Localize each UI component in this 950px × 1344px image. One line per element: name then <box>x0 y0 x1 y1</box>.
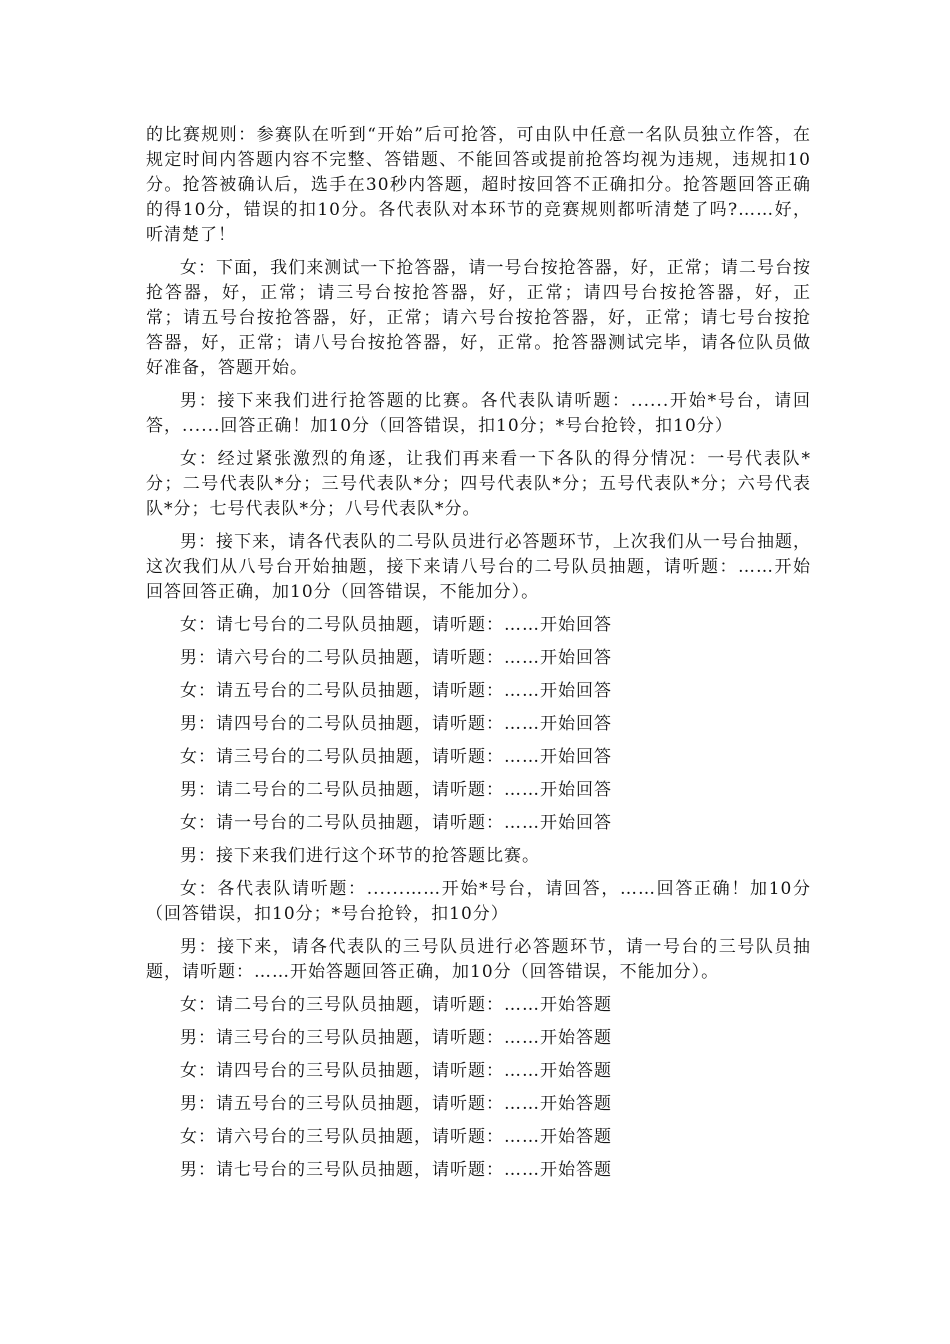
dialogue-line: 男：请七号台的三号队员抽题，请听题：……开始答题 <box>180 1160 612 1180</box>
paragraph-round-three-intro: 男：接下来，请各代表队的三号队员进行必答题环节，请一号台的三号队员抽题，请听题：……开始答题回答正确，加10分（回答错误，不能加分）。 <box>146 937 811 982</box>
dialogue-line: 女：请四号台的三号队员抽题，请听题：……开始答题 <box>180 1061 612 1081</box>
dialogue-line: 女：请一号台的二号队员抽题，请听题：……开始回答 <box>180 813 612 833</box>
paragraph-buzzer-test: 女：下面，我们来测试一下抢答器，请一号台按抢答器，好，正常；请二号台按抢答器，好，正常；请三号台按抢答器，好，正常；请四号台按抢答器，好，正常；请五号台按抢答器，好，正常；请六号台按抢答器，好，正常；请七号台按抢答器，好，正常；请八号台按抢答器，好，正常。抢答器测试完毕，请各位队员做好准备，答题开始。 <box>146 258 811 378</box>
dialogue-line: 男：请四号台的二号队员抽题，请听题：……开始回答 <box>180 714 612 734</box>
paragraph-quick-answer: 男：接下来我们进行抢答题的比赛。各代表队请听题：......开始*号台，请回答，......回答正确！加10分（回答错误，扣10分；*号台抢铃，扣10分） <box>146 391 811 436</box>
paragraph-rules: 的比赛规则：参赛队在听到“开始”后可抢答，可由队中任意一名队员独立作答，在规定时间内答题内容不完整、答错题、不能回答或提前抢答均视为违规，违规扣10分。抢答被确认后，选手在30秒内答题，超时按回答不正确扣分。抢答题回答正确的得10分，错误的扣10分。各代表队对本环节的竞赛规则都听清楚了吗?……好，听清楚了！ <box>146 125 811 245</box>
paragraph-scores: 女：经过紧张激烈的角逐，让我们再来看一下各队的得分情况：一号代表队*分；二号代表队*分；三号代表队*分；四号代表队*分；五号代表队*分；六号代表队*分；七号代表队*分；八号代表队*分。 <box>146 449 811 519</box>
dialogue-line: 女：请三号台的二号队员抽题，请听题：……开始回答 <box>180 747 612 767</box>
dialogue-line: 女：请七号台的二号队员抽题，请听题：……开始回答 <box>180 615 612 635</box>
dialogue-line: 男：请六号台的二号队员抽题，请听题：……开始回答 <box>180 648 612 668</box>
dialogue-line: 男：请二号台的二号队员抽题，请听题：……开始回答 <box>180 780 612 800</box>
dialogue-line: 男：请三号台的三号队员抽题，请听题：……开始答题 <box>180 1028 612 1048</box>
dialogue-line: 男：接下来我们进行这个环节的抢答题比赛。 <box>180 846 540 866</box>
dialogue-line: 女：请二号台的三号队员抽题，请听题：……开始答题 <box>180 995 612 1015</box>
paragraph-quick-answer-two: 女：各代表队请听题：......……开始*号台，请回答，……回答正确！加10分（回答错误，扣10分；*号台抢铃，扣10分） <box>146 879 811 924</box>
dialogue-line: 男：请五号台的三号队员抽题，请听题：……开始答题 <box>180 1094 612 1114</box>
paragraph-round-two-intro: 男：接下来，请各代表队的二号队员进行必答题环节，上次我们从一号台抽题，这次我们从八号台开始抽题，接下来请八号台的二号队员抽题，请听题：……开始回答回答正确，加10分（回答错误，不能加分）。 <box>146 532 811 602</box>
document-body <box>146 123 811 1191</box>
dialogue-line: 女：请五号台的二号队员抽题，请听题：……开始回答 <box>180 681 612 701</box>
dialogue-line: 女：请六号台的三号队员抽题，请听题：……开始答题 <box>180 1127 612 1147</box>
